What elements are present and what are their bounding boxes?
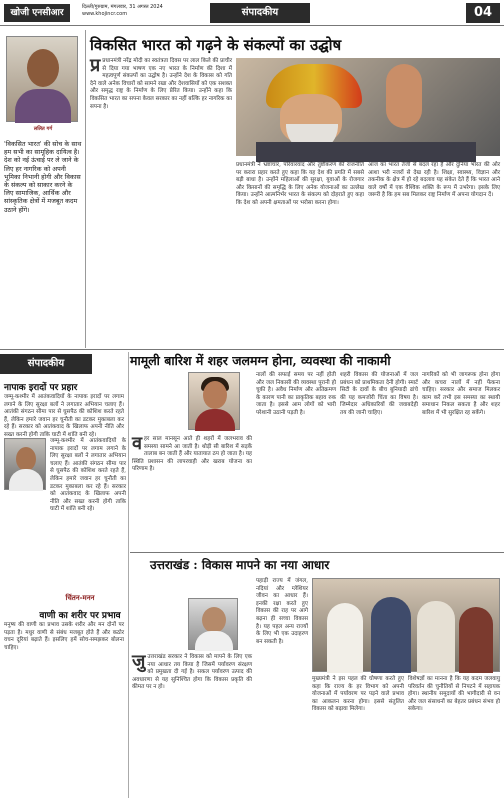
sidebar-sub-title: वाणी का शरीर पर प्रभाव	[39, 611, 121, 621]
author-bio: 'विकसित भारत' की सोच के साथ हम सभी का सामूहिक दायित्व है। देश को नई ऊंचाई पर ले जाने के लिए हर नागरिक को अपनी भूमिका निभानी होगी और विकास के संकल्प को साकार करने के लिए सामाजिक, आर्थिक और सांस्कृतिक क्षेत्रों में मजबूत कदम उठाने होंगे।	[4, 140, 82, 214]
article2-col-4: नागरिकों को भी जागरूक होना होगा और कचरा नालों में नहीं फेंकना चाहिए। सरकार और समाज मिलकर काम करें तभी इस समस्या का स्थायी समाधान निकल सकता है और शहर बारिश में भी सुरक्षित रह सकेंगे।	[422, 372, 500, 416]
main-article-col-1	[90, 55, 232, 348]
author-photo	[6, 36, 78, 122]
sidebar-section-title: संपादकीय	[0, 354, 92, 374]
main-article-col-2: प्रधानमंत्री ने भ्रष्टाचार, परिवारवाद और तुष्टीकरण की राजनीति पर करारा प्रहार करते हुए कहा कि यह देश की प्रगति में सबसे बड़ी बाधा है। उन्होंने महिलाओं की सुरक्षा, युवाओं के रोजगार और किसानों की समृद्धि के लिए अनेक योजनाओं का उल्लेख किया। उन्होंने आत्मनिर्भर भारत के संकल्प को दोहराते हुए कहा कि देश को अपनी क्षमताओं पर भरोसा करना होगा।	[236, 162, 364, 206]
author-bio-column	[0, 30, 86, 348]
article3-author-photo	[188, 598, 238, 650]
sidebar-photo	[4, 438, 46, 490]
article2-col-3: शहरी विकास की योजनाओं में जल प्रबंधन को प्राथमिकता देनी होगी। स्मार्ट सिटी के दावों के बीच बुनियादी ढांचे की यह कमजोरी चिंता का विषय है। जिम्मेदार अधिकारियों की जवाबदेही तय की जानी चाहिए।	[340, 372, 418, 416]
sidebar-sub-body: मनुष्य की वाणी का प्रभाव उसके शरीर और मन दोनों पर पड़ता है। मधुर वाणी से संबंध मजबूत होते हैं और कठोर वचन दूरियां बढ़ाते हैं। इसलिए हमें सोच-समझकर बोलना चाहिए।	[4, 622, 124, 651]
sidebar-title: नापाक इरादों पर प्रहार	[4, 383, 78, 393]
main-article-col-1-text: प्रधानमंत्री नरेंद्र मोदी का स्वतंत्रता दिवस पर लाल किले की प्राचीर से दिया गया भाषण एक नए भारत के निर्माण की दिशा में महत्वपूर्ण संकल्पों का उद्घोष है। उन्होंने देश के विकास को गति देने वाले अनेक विचारों को सामने रखा और देशवासियों को एक सशक्त और समृद्ध राष्ट्र के निर्माण के लिए प्रेरित किया। उन्होंने कहा कि विकसित भारत का सपना केवल सरकार का नहीं बल्कि हर नागरिक का सपना है।	[90, 58, 232, 110]
sidebar-body-continued: जम्मू-कश्मीर में आतंकवादियों के नापाक इरादों पर लगाम लगाने के लिए सुरक्षा बलों ने लगातार अभियान चलाए हैं। आतंकी संगठन सीमा पार से घुसपैठ की कोशिश करते रहते हैं, लेकिन हमारे जवान हर चुनौती का डटकर मुकाबला कर रहे हैं। सरकार को आतंकवाद के खिलाफ अपनी नीति और सख्त करनी होगी ताकि घाटी में शांति बनी रहे।	[50, 438, 126, 513]
article3-headline: उत्तराखंड : विकास मापने का नया आधार	[150, 558, 330, 572]
main-headline: विकसित भारत को गढ़ने के संकल्पों का उद्घोष	[90, 36, 342, 54]
date-line-2: www.khojincr.com	[82, 11, 128, 17]
article3-photo	[312, 578, 500, 672]
main-article-col-3: आज का भारत तेजी से बदल रहा है और दुनिया भारत की ओर आशा भरी नजरों से देख रही है। शिक्षा, स्वास्थ्य, विज्ञान और तकनीक के क्षेत्र में हो रहे बदलाव यह संकेत देते हैं कि भारत आने वाले वर्षों में एक वैश्विक शक्ति के रूप में उभरेगा। इसके लिए जरूरी है कि हम सब मिलकर राष्ट्र निर्माण में अपना योगदान दें।	[368, 162, 500, 199]
article3-col-2: पहाड़ी राज्य में जंगल, नदियां और ग्लेशियर जीवन का आधार हैं। इनकी रक्षा करते हुए विकास की राह पर आगे बढ़ना ही सच्चा विकास है। यह पहल अन्य राज्यों के लिए भी एक उदाहरण बन सकती है।	[256, 578, 308, 645]
dropcap: जु	[132, 651, 146, 672]
sidebar-divider	[128, 352, 129, 798]
date-line	[82, 4, 192, 18]
article3-col-3: मुख्यमंत्री ने इस पहल की घोषणा करते हुए कहा कि राज्य के हर विभाग को अपनी योजनाओं में पर्यावरण पर पड़ने वाले प्रभाव का आकलन करना होगा। इससे संतुलित विकास को बढ़ावा मिलेगा।	[312, 676, 404, 713]
page-number: 04	[466, 3, 500, 23]
section-divider	[0, 349, 504, 350]
newspaper-logo: खोजी एनसीआर	[4, 4, 70, 22]
article3-col-4: विशेषज्ञों का मानना है कि यह कदम जलवायु परिवर्तन की चुनौतियों से निपटने में सहायक होगा। स्थानीय समुदायों की भागीदारी से वन और जल संसाधनों का बेहतर प्रबंधन संभव हो सकेगा।	[408, 676, 500, 713]
article2-headline: मामूली बारिश में शहर जलमग्न होना, व्यवस्था की नाकामी	[130, 353, 391, 368]
article2-author-photo	[188, 372, 240, 430]
article3-col-1-text: उत्तराखंड सरकार ने विकास को मापने के लिए एक नया आधार तय किया है जिसमें पर्यावरण संरक्षण को प्रमुखता दी गई है। सकल पर्यावरण उत्पाद की अवधारणा से यह सुनिश्चित होगा कि विकास प्रकृति की कीमत पर न हो।	[132, 654, 252, 691]
hero-photo	[236, 58, 500, 156]
masthead	[0, 0, 504, 26]
date-line-1: दिल्ली/गुरुग्राम, मंगलवार, 31 अगस्त 2024	[82, 4, 163, 10]
dropcap: प्र	[90, 55, 101, 76]
author-name: ललित गर्ग	[33, 126, 53, 132]
sidebar-body: जम्मू-कश्मीर में आतंकवादियों के नापाक इरादों पर लगाम लगाने के लिए सुरक्षा बलों ने लगातार अभियान चलाए हैं। आतंकी संगठन सीमा पार से घुसपैठ की कोशिश करते रहते हैं, लेकिन हमारे जवान हर चुनौती का डटकर मुकाबला कर रहे हैं। सरकार को आतंकवाद के खिलाफ अपनी नीति और सख्त करनी होगी ताकि घाटी में शांति बनी रहे।	[4, 394, 124, 438]
article2-col-1-text: हर साल मानसून आते ही शहरों में जलभराव की समस्या सामने आ जाती है। थोड़ी सी बारिश में सड़कें तालाब बन जाती हैं और यातायात ठप हो जाता है। यह स्थिति प्रशासन की लापरवाही और खराब योजना का परिणाम है।	[132, 436, 252, 473]
article2-col-2: नालों की सफाई समय पर नहीं होती और जल निकासी की व्यवस्था पुरानी हो चुकी है। अवैध निर्माण और अतिक्रमण के कारण पानी का प्राकृतिक बहाव रुक जाता है। इससे आम लोगों को भारी परेशानी उठानी पड़ती है।	[256, 372, 336, 416]
dropcap: व	[132, 433, 143, 454]
sidebar-sub-label: चिंतन-मनन	[65, 594, 95, 602]
article2-col-1	[132, 433, 252, 550]
section-divider-2	[130, 552, 504, 553]
section-title: संपादकीय	[210, 3, 310, 23]
article3-col-1	[132, 651, 252, 798]
